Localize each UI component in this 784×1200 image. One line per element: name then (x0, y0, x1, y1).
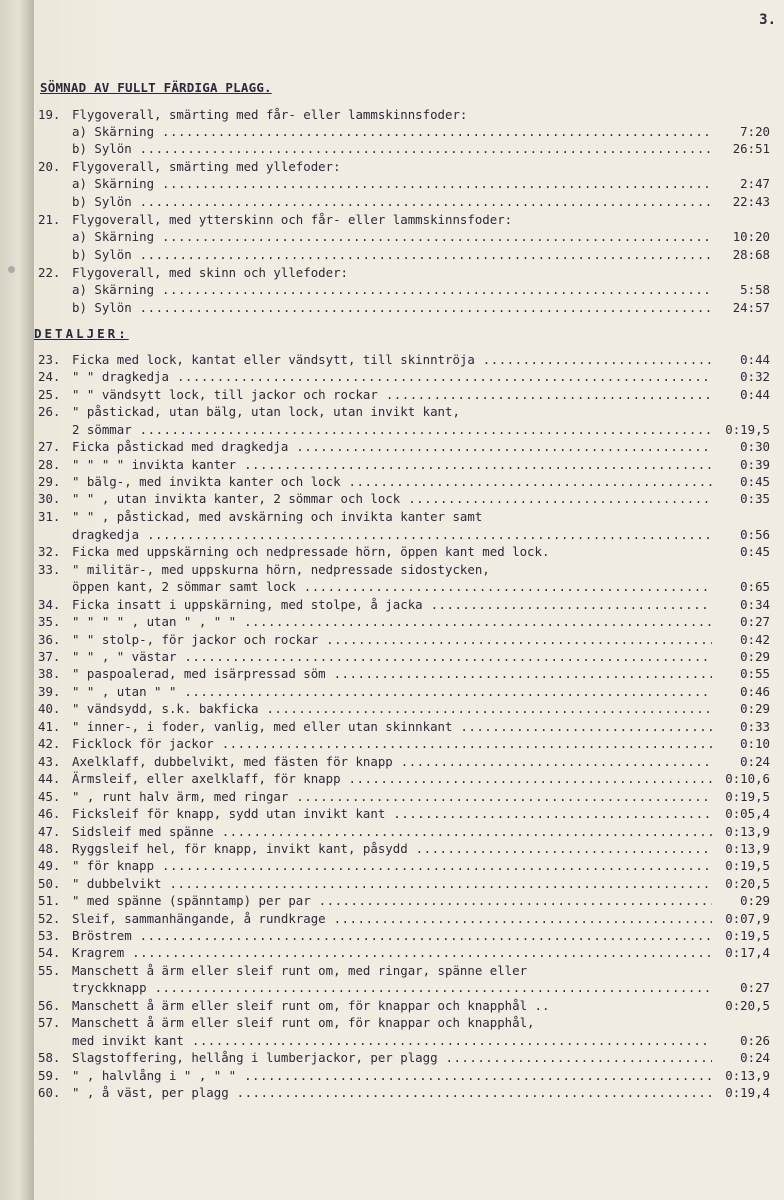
item-time-value: 0:24 (740, 754, 770, 769)
list-item (38, 211, 770, 228)
list-item (38, 1032, 770, 1049)
item-description: dragkedja ..... (72, 526, 712, 543)
item-number: 35. (38, 614, 61, 629)
item-time-value: 0:20,5 (725, 876, 770, 891)
item-number: 47. (38, 824, 61, 839)
item-description: Ficklock för jackor ..... (72, 735, 712, 752)
item-description: Flygoverall, smärting med yllefoder: (72, 159, 341, 174)
item-number: 57. (38, 1015, 61, 1030)
item-time-value: 5:58 (740, 282, 770, 297)
item-number: 54. (38, 945, 61, 960)
item-description: " " " " , utan " , " " ..... (72, 613, 712, 630)
item-description: Axelklaff, dubbelvikt, med fästen för knapp ..... (72, 753, 712, 770)
item-time-value: 0:45 (740, 544, 770, 559)
item-description: b) Sylön ..... (72, 246, 712, 263)
item-number: 38. (38, 666, 61, 681)
item-time-value: 0:29 (740, 893, 770, 908)
list-item (38, 770, 770, 787)
item-description: Flygoverall, med ytterskinn och får- eller lammskinnsfoder: (72, 212, 513, 227)
item-description: tryckknapp ..... (72, 979, 712, 996)
list-item (38, 788, 770, 805)
item-number: 25. (38, 387, 61, 402)
item-time-value: 10:20 (732, 229, 770, 244)
list-item (38, 561, 770, 578)
item-time-value: 0:05,4 (725, 806, 770, 821)
item-time-value: 2:47 (740, 176, 770, 191)
item-description: 2 sömmar ..... (72, 421, 712, 438)
item-number: 22. (38, 265, 61, 280)
list-item (38, 805, 770, 822)
item-number: 23. (38, 352, 61, 367)
item-description: Manschett å ärm eller sleif runt om, för knappar och knapphål, (72, 1015, 535, 1030)
item-description: " paspoalerad, med isärpressad söm ..... (72, 665, 712, 682)
list-item (38, 1067, 770, 1084)
item-time-value: 0:07,9 (725, 911, 770, 926)
list-item (38, 526, 770, 543)
item-number: 53. (38, 928, 61, 943)
list-item (38, 927, 770, 944)
item-description: b) Sylön ..... (72, 299, 712, 316)
item-description: " " , utan " " ..... (72, 683, 712, 700)
list-item (38, 543, 770, 560)
item-number: 50. (38, 876, 61, 891)
item-number: 33. (38, 562, 61, 577)
item-time-value: 0:29 (740, 649, 770, 664)
item-time-value: 0:10,6 (725, 771, 770, 786)
item-number: 45. (38, 789, 61, 804)
list-item (38, 857, 770, 874)
list-item (38, 910, 770, 927)
list-item (38, 875, 770, 892)
item-number: 34. (38, 597, 61, 612)
item-time-value: 0:56 (740, 527, 770, 542)
list-item (38, 299, 770, 316)
item-description: a) Skärning ..... (72, 281, 712, 298)
list-item (38, 700, 770, 717)
list-item (38, 438, 770, 455)
item-time-value: 0:26 (740, 1033, 770, 1048)
item-time-value: 0:19,5 (725, 422, 770, 437)
item-number: 40. (38, 701, 61, 716)
list-item (38, 281, 770, 298)
list-item (38, 1014, 770, 1031)
item-time-value: 0:13,9 (725, 824, 770, 839)
item-time-value: 24:57 (732, 300, 770, 315)
list-item (38, 456, 770, 473)
list-item (38, 421, 770, 438)
item-description: Sidsleif med spänne ..... (72, 823, 712, 840)
list-item (38, 840, 770, 857)
item-description: Flygoverall, smärting med får- eller lammskinnsfoder: (72, 107, 468, 122)
item-description: Ficksleif för knapp, sydd utan invikt kant ..... (72, 805, 712, 822)
item-number: 29. (38, 474, 61, 489)
item-description: a) Skärning ..... (72, 175, 712, 192)
item-description: Ärmsleif, eller axelklaff, för knapp ..... (72, 770, 712, 787)
item-time-value: 0:24 (740, 1050, 770, 1065)
item-number: 41. (38, 719, 61, 734)
item-description: Manschett å ärm eller sleif runt om, med ringar, spänne eller (72, 963, 528, 978)
item-description: " , å väst, per plagg ..... (72, 1084, 712, 1101)
item-time-value: 0:27 (740, 980, 770, 995)
binding-edge (0, 0, 34, 1200)
item-description: " " , utan invikta kanter, 2 sömmar och lock ..... (72, 490, 712, 507)
item-time-value: 0:19,5 (725, 858, 770, 873)
item-description: Manschett å ärm eller sleif runt om, för knappar och knapphål .. (72, 998, 550, 1013)
item-time-value: 0:32 (740, 369, 770, 384)
item-number: 46. (38, 806, 61, 821)
item-time-value: 28:68 (732, 247, 770, 262)
item-number: 30. (38, 491, 61, 506)
item-time-value: 0:19,5 (725, 928, 770, 943)
list-item (38, 944, 770, 961)
item-time-value: 0:19,5 (725, 789, 770, 804)
item-description: " militär-, med uppskurna hörn, nedpressade sidostycken, (72, 562, 490, 577)
item-description: " inner-, i foder, vanlig, med eller utan skinnkant ..... (72, 718, 712, 735)
item-description: Bröstrem ..... (72, 927, 712, 944)
item-number: 28. (38, 457, 61, 472)
list-item (38, 823, 770, 840)
list-item (38, 368, 770, 385)
item-description: " " " " invikta kanter ..... (72, 456, 712, 473)
item-number: 49. (38, 858, 61, 873)
item-description: Ryggsleif hel, för knapp, invikt kant, påsydd ..... (72, 840, 712, 857)
item-description: " " stolp-, för jackor och rockar ..... (72, 631, 712, 648)
item-number: 26. (38, 404, 61, 419)
item-description: " " vändsytt lock, till jackor och rockar ..... (72, 386, 712, 403)
item-time-value: 0:17,4 (725, 945, 770, 960)
item-description: " dubbelvikt ..... (72, 875, 712, 892)
list-item (38, 1084, 770, 1101)
list-item (38, 175, 770, 192)
item-description: Ficka påstickad med dragkedja ..... (72, 438, 712, 455)
list-item (38, 106, 770, 123)
item-number: 60. (38, 1085, 61, 1100)
item-number: 37. (38, 649, 61, 664)
list-item (38, 228, 770, 245)
item-description: b) Sylön ..... (72, 193, 712, 210)
item-description: med invikt kant ..... (72, 1032, 712, 1049)
item-number: 56. (38, 998, 61, 1013)
item-number: 36. (38, 632, 61, 647)
list-item (38, 735, 770, 752)
item-number: 24. (38, 369, 61, 384)
list-item (38, 403, 770, 420)
item-number: 42. (38, 736, 61, 751)
item-description: " " , " västar ..... (72, 648, 712, 665)
item-description: Flygoverall, med skinn och yllefoder: (72, 265, 349, 280)
item-time-value: 0:33 (740, 719, 770, 734)
item-description: öppen kant, 2 sömmar samt lock ..... (72, 578, 712, 595)
item-time-value: 0:29 (740, 701, 770, 716)
item-number: 39. (38, 684, 61, 699)
item-number: 58. (38, 1050, 61, 1065)
item-number: 32. (38, 544, 61, 559)
list-item (38, 508, 770, 525)
item-number: 21. (38, 212, 61, 227)
item-time-value: 26:51 (732, 141, 770, 156)
item-number: 59. (38, 1068, 61, 1083)
item-description: " bälg-, med invikta kanter och lock ..... (72, 473, 712, 490)
list-item (38, 596, 770, 613)
item-number: 44. (38, 771, 61, 786)
item-number: 55. (38, 963, 61, 978)
list-item (38, 386, 770, 403)
item-time-value: 0:35 (740, 491, 770, 506)
list-item (38, 753, 770, 770)
list-item (38, 631, 770, 648)
item-description: Ficka med lock, kantat eller vändsytt, till skinntröja ..... (72, 351, 712, 368)
item-description: Ficka med uppskärning och nedpressade hörn, öppen kant med lock. (72, 544, 550, 559)
item-description: Slagstoffering, hellång i lumberjackor, per plagg ..... (72, 1049, 712, 1066)
list-item (38, 246, 770, 263)
list-item (38, 193, 770, 210)
list-item (38, 158, 770, 175)
list-item (38, 123, 770, 140)
list-item (38, 613, 770, 630)
item-time-value: 0:13,9 (725, 1068, 770, 1083)
item-number: 19. (38, 107, 61, 122)
item-time-value: 0:55 (740, 666, 770, 681)
item-time-value: 22:43 (732, 194, 770, 209)
item-time-value: 0:65 (740, 579, 770, 594)
item-description: " , halvlång i " , " " ..... (72, 1067, 712, 1084)
item-time-value: 0:34 (740, 597, 770, 612)
item-description: " med spänne (spänntamp) per par ..... (72, 892, 712, 909)
item-description: " för knapp ..... (72, 857, 712, 874)
item-number: 52. (38, 911, 61, 926)
item-time-value: 0:39 (740, 457, 770, 472)
list-item (38, 718, 770, 735)
item-time-value: 0:27 (740, 614, 770, 629)
item-description: Sleif, sammanhängande, å rundkrage ..... (72, 910, 712, 927)
list-item (38, 665, 770, 682)
item-time-value: 0:10 (740, 736, 770, 751)
item-description: " " , påstickad, med avskärning och invikta kanter samt (72, 509, 483, 524)
list-item (38, 490, 770, 507)
item-description: b) Sylön ..... (72, 140, 712, 157)
item-time-value: 0:44 (740, 352, 770, 367)
item-description: a) Skärning ..... (72, 123, 712, 140)
item-time-value: 0:45 (740, 474, 770, 489)
item-number: 31. (38, 509, 61, 524)
list-item (38, 962, 770, 979)
item-number: 43. (38, 754, 61, 769)
item-number: 48. (38, 841, 61, 856)
item-description: a) Skärning ..... (72, 228, 712, 245)
list-item (38, 683, 770, 700)
item-time-value: 0:42 (740, 632, 770, 647)
item-description: " , runt halv ärm, med ringar ..... (72, 788, 712, 805)
item-description: " " dragkedja ..... (72, 368, 712, 385)
item-time-value: 0:13,9 (725, 841, 770, 856)
list-item (38, 648, 770, 665)
list-item (38, 578, 770, 595)
list-item (38, 1049, 770, 1066)
list-item (38, 264, 770, 281)
list-item (38, 979, 770, 996)
page-number: 3. (759, 12, 776, 28)
list-item (38, 892, 770, 909)
list-item (38, 351, 770, 368)
item-number: 27. (38, 439, 61, 454)
ink-spot (8, 266, 15, 273)
item-time-value: 7:20 (740, 124, 770, 139)
list-item (38, 140, 770, 157)
item-description: " vändsydd, s.k. bakficka ..... (72, 700, 712, 717)
item-description: Ficka insatt i uppskärning, med stolpe, å jacka ..... (72, 596, 712, 613)
item-number: 20. (38, 159, 61, 174)
item-time-value: 0:20,5 (725, 998, 770, 1013)
item-time-value: 0:30 (740, 439, 770, 454)
item-number: 51. (38, 893, 61, 908)
item-time-value: 0:44 (740, 387, 770, 402)
item-description: Kragrem ..... (72, 944, 712, 961)
section-heading-details: DETALJER: (34, 326, 129, 341)
section-heading-sewing: SÖMNAD AV FULLT FÄRDIGA PLAGG. (40, 80, 272, 95)
item-description: " påstickad, utan bälg, utan lock, utan invikt kant, (72, 404, 460, 419)
item-time-value: 0:19,4 (725, 1085, 770, 1100)
list-item (38, 997, 770, 1014)
list-item (38, 473, 770, 490)
item-time-value: 0:46 (740, 684, 770, 699)
